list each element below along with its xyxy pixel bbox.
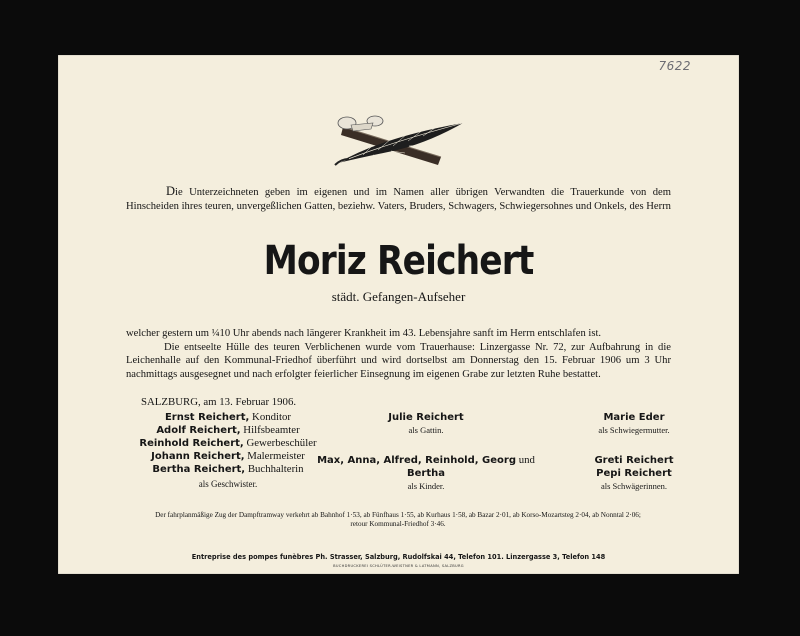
sisters-in-law-caption: als Schwägerinnen.: [600, 481, 668, 491]
in-laws-block: [544, 411, 724, 493]
mother-in-law-name: Marie Eder: [603, 412, 665, 423]
children-names: Max, Anna, Alfred, Reinhold, Georg und Bertha: [317, 454, 535, 479]
sister-in-law-name: Greti Reichert: [594, 455, 674, 466]
intro-text: ie Unterzeichneten geben im eigenen und im Namen aller übrigen Verwandten die Trauerkunde von dem Hinscheiden ihres teuren, unvergeßlichen Gatten, beziehw. Vaters, Bruders, Schwagers, Schwiegersohnes und Onkels, des Herrn: [126, 187, 671, 212]
death-notice-body: [126, 327, 671, 381]
family-center-block: [301, 411, 551, 493]
children-caption: als Kinder.: [407, 481, 445, 491]
intro-paragraph: [126, 185, 671, 213]
sibling-entry: Bertha Reichert, Buchhalterin: [152, 463, 304, 475]
widow-caption: als Gattin.: [408, 425, 444, 435]
archive-number: 7622: [658, 59, 691, 73]
deceased-name: Moriz Reichert: [263, 238, 534, 284]
undertaker-footer: Entreprise des pompes funèbres Ph. Strasser, Salzburg, Rudolfskai 44, Telefon 101. Linzergasse 3, Telefon 148: [191, 552, 606, 561]
widow-name: Julie Reichert: [388, 412, 464, 423]
sibling-entry: Adolf Reichert, Hilfsbeamter: [156, 424, 300, 436]
sibling-entry: Reinhold Reichert, Gewerbeschüler: [139, 437, 317, 449]
obituary-card: [58, 55, 739, 574]
tramway-note: Der fahrplanmäßige Zug der Dampftramway verkehrt ab Bahnhof 1·53, ab Fünfhaus 1·55, ab Kurhaus 1·58, ab Bazar 2·01, ab Korso-Mozartsteg 2·04, ab Nonntal 2·06; retour Kommunal-Friedhof 3·46.: [155, 511, 641, 528]
sibling-entry: Johann Reichert, Malermeister: [151, 450, 305, 462]
place-date: SALZBURG, am 13. Februar 1906.: [141, 396, 297, 408]
siblings-caption: als Geschwister.: [198, 479, 258, 489]
palm-branch-and-cross-emblem: [333, 115, 468, 170]
deceased-title: städt. Gefangen-Aufseher: [331, 289, 466, 304]
mother-in-law-caption: als Schwiegermutter.: [598, 425, 670, 435]
funeral-details: Die entseelte Hülle des teuren Verblichenen wurde vom Trauerhause: Linzergasse Nr. 72, zur Aufbahrung in die Leichenhalle auf den Kommunal-Friedhof überführt und wird dortselbst am Donnerstag den 15. Februar 1906 um 3 Uhr nachmittags ausgesegnet und nach erfolgter feierlicher Einsegnung im eigenen Grabe zur letzten Ruhe bestattet.: [126, 341, 671, 380]
intro-initial: D: [166, 184, 176, 198]
sister-in-law-name: Pepi Reichert: [596, 468, 672, 479]
sibling-entry: Ernst Reichert, Konditor: [164, 411, 292, 423]
death-notice-line: welcher gestern um ¼10 Uhr abends nach längerer Krankheit im 43. Lebensjahre sanft im Herrn entschlafen ist.: [126, 328, 602, 339]
printer-imprint: BUCHDRUCKEREI SCHLÜTER-WEISTNER & LATMANN, SALZBURG: [333, 564, 464, 568]
